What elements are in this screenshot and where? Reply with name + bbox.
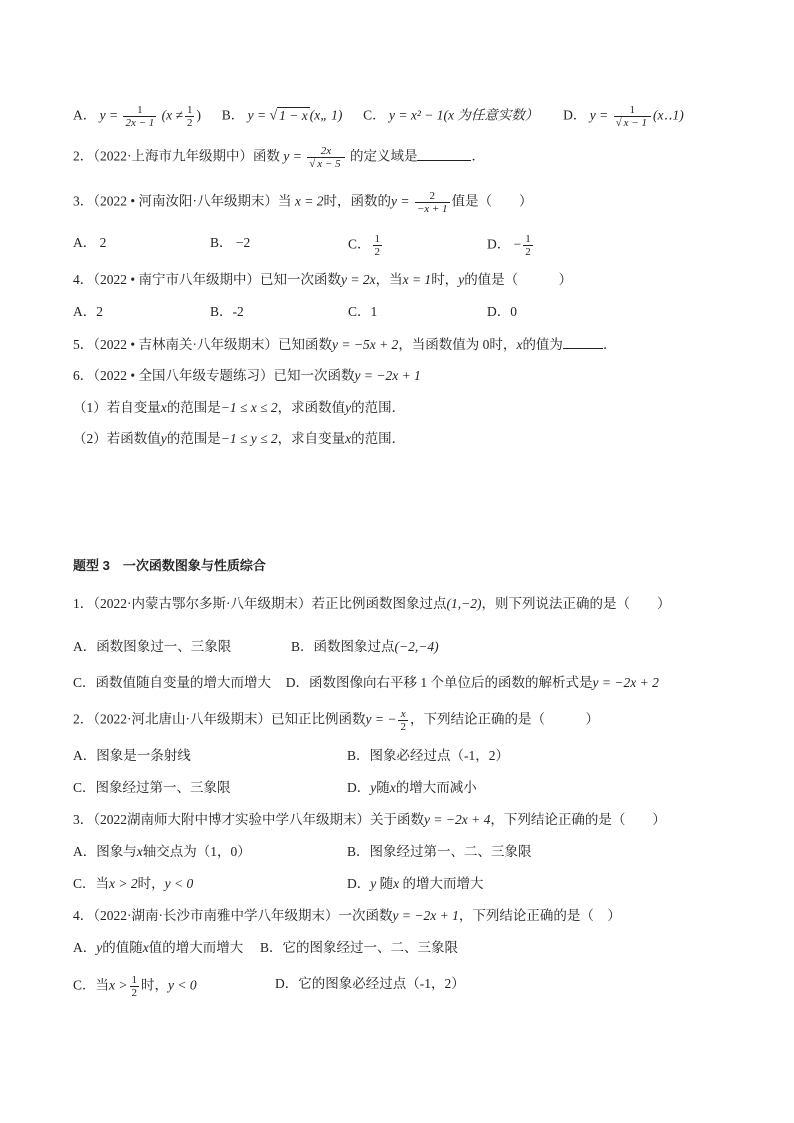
q3-option-d-den: 2 [525,246,531,258]
question-3 [73,190,533,215]
q3-option-c-num: 1 [374,233,381,245]
q2-num: 2x [320,145,332,157]
q1-option-a-cond: (x ≠ [161,107,183,123]
q1-option-c-label: C． [363,107,386,123]
q1-option-d-cond: (x‥1) [652,107,684,123]
sqrt-icon: √ [309,158,316,170]
q6-p1-pre: （1）若自变量 [73,400,161,415]
s3-q3-option-c-cond: x > 2 [109,876,138,891]
sqrt-icon: √ [615,117,622,129]
s3-q3-option-d-mid: 随 [376,876,394,891]
s3-q2-option-d-pre: D． [347,780,371,795]
s3-q2-option-d-var2: x [389,780,396,795]
s3-q3-func: y = −2x + 4 [424,812,491,827]
s3-q3-post: ，下列结论正确的是（ ） [490,812,666,827]
s3-q4-option-c [73,974,197,999]
s3-q2-num: x [400,708,406,720]
q1-option-d-expr: y = [589,107,609,123]
q4-option-b: B．-2 [210,304,244,319]
s3-q3-option-a-post: 轴交点为（1，0） [142,844,251,859]
q4-option-d: D．0 [487,304,517,319]
q4-prefix: 4．（2022 • 南宁市八年级期中）已知一次函数 [73,272,341,287]
q1-option-a-cond-fraction [185,104,195,129]
q6-p2-mid: 的范围是 [166,431,221,446]
q6-p1-var: x [160,400,167,415]
s3-q3-option-a [73,842,251,862]
s3-q3-option-c [73,874,193,894]
q1-option-b-cond: (x„ 1) [309,107,343,123]
s3-q1-option-c: C．函数值随自变量的增大而增大 [73,675,272,690]
s3-q2-post: ，下列结论正确的是（ ） [409,711,599,727]
q5-mid: ，当函数值为 0时， [398,337,517,352]
q6-p2-mid2: ，求自变量 [277,431,346,446]
question-2 [73,145,485,170]
q4-cond: x = 1 [402,272,432,287]
q4-func: y = 2x [340,272,376,287]
s3-q2-pre: 2．（2022·河北唐山·八年级期末）已知正比例函数 [73,711,366,727]
s3-q4-option-c-pre: C．当 [73,977,110,993]
q6-p2-var2: x [345,431,352,446]
s3-q2-option-b: B．图象必经过点（-1，2） [347,748,509,763]
q1-option-d-label: D． [563,107,587,123]
s3-q2-den: 2 [400,721,406,733]
q1-option-d-fraction [614,104,651,129]
q2-prefix: 2．（2022·上海市九年级期中）函数 [73,148,280,164]
s3-q4-post: ，下列结论正确的是（ ） [458,908,621,923]
q4-mid2: 时， [431,272,459,287]
q3-mid: 时，函数的 [323,193,391,209]
q6-p1-post: 的范围． [351,400,406,415]
q3-prefix: 3．（2022 • 河南汝阳·八年级期末）当 [73,193,292,209]
s3-q2-option-a: A．图象是一条射线 [73,748,191,763]
q2-fraction [307,145,344,170]
s3-q1-option-b [291,637,439,657]
s3-q2-option-c: C．图象经过第一、三象限 [73,780,231,795]
answer-blank[interactable] [563,336,603,349]
q5-prefix: 5．（2022 • 吉林南关·八年级期末）已知函数 [73,337,332,352]
s3-q3-option-d-var2: x [393,876,400,891]
s3-q2-fraction [398,708,408,733]
answer-blank[interactable] [417,148,471,161]
s3-q1-point: (1,−2) [446,596,482,611]
s3-q3-option-d-pre: D． [347,876,371,891]
s3-q1-text: 1．（2022·内蒙古鄂尔多斯·八年级期末）若正比例函数图象过点 [73,596,447,611]
s3-q1-option-b-point: (−2,−4) [394,639,439,654]
s3-q4-option-d: D．它的图象必经过点（-1，2） [275,976,465,991]
s3-q3-option-c-pre: C．当 [73,876,110,891]
q5-post: 的值为 [522,337,563,352]
q2-den: x − 5 [317,158,341,170]
q4-post: 的值是（ ） [464,272,573,287]
q4-var: y [458,272,465,287]
q2-suffix: 的定义域是 [349,148,418,164]
q1-option-d-den: x − 1 [623,117,647,129]
q1-option-d-num: 1 [629,104,636,116]
q3-den: −x + 1 [416,203,448,215]
q1-options-row [73,104,684,129]
s3-q2-option-d [347,778,477,798]
q6-func: y = −2x + 1 [354,368,421,383]
q3-cond: x = 2 [294,193,324,209]
s3-q4-option-c-den: 2 [131,987,137,999]
q3-option-d-label: D． − [487,236,522,252]
s3-q2-option-d-mid: 随 [376,780,390,795]
s3-q3-option-d-post: 的增大而增大 [399,876,484,891]
q6-prefix: 6．（2022 • 全国八年级专题练习）已知一次函数 [73,368,355,383]
s3-q3-option-c-res: y < 0 [164,876,194,891]
q4-option-c: C．1 [348,304,378,319]
s3-q2-expr: y = − [365,711,397,727]
s3-q4-pre: 4．（2022·湖南·长沙市南雅中学八年级期末）一次函数 [73,908,393,923]
s3-question-4 [73,906,621,926]
s3-q4-option-a-var1: y [96,940,103,955]
s3-q4-option-b: B．它的图象经过一、二、三象限 [260,940,459,955]
q3-num: 2 [429,190,435,202]
q3-option-d-num: 1 [525,233,531,245]
q1-option-a-num: 1 [137,104,143,116]
question-6 [73,366,421,386]
q5-end: ． [602,337,617,352]
q3-fraction [415,190,450,215]
q2-end: ． [471,148,485,164]
question-6-part-1 [73,398,405,418]
q1-option-a-label: A． [73,107,97,123]
q6-p1-range: −1 ≤ x ≤ 2 [220,400,278,415]
s3-q1-option-a: A．函数图象过一、三象限 [73,639,232,654]
q6-p2-pre: （2）若函数值 [73,431,161,446]
q3-option-b: B． −2 [210,235,251,250]
q6-p1-mid2: ，求函数值 [277,400,346,415]
q1-option-a-cond-den: 2 [186,117,193,129]
s3-q4-option-c-cond: x > [109,977,128,993]
s3-q4-option-c-res: y < 0 [168,977,197,993]
section-heading: 题型 3 一次函数图象与性质综合 [73,558,266,573]
s3-q4-option-a-mid: 的值随 [102,940,143,955]
q6-p2-var: y [160,431,167,446]
s3-q1-post: ，则下列说法正确的是（ ） [481,596,671,611]
question-6-part-2 [73,429,405,449]
q1-option-b-sqrt: 1 − x [279,107,308,123]
s3-q3-pre: 3．（2022湖南师大附中博才实验中学八年级期末）关于函数 [73,812,424,827]
s3-q2-option-d-post: 的增大而减小 [395,780,477,795]
s3-q3-option-c-mid: 时， [137,876,165,891]
s3-question-2 [73,708,599,733]
s3-q2-option-d-var1: y [370,780,377,795]
sqrt-icon: √ [269,108,278,124]
s3-q4-options-ab [73,938,458,958]
s3-q3-option-a-pre: A．图象与 [73,844,137,859]
q3-expr: y = [390,193,410,209]
q5-var: x [516,337,523,352]
q6-p1-mid: 的范围是 [166,400,221,415]
s3-q4-option-a-var2: x [142,940,149,955]
q3-suffix: 值是（ ） [451,193,533,209]
q4-mid: ，当 [375,272,403,287]
q6-p1-var2: y [345,400,352,415]
q6-p2-range: −1 ≤ y ≤ 2 [220,431,278,446]
q2-expr: y = [283,148,302,164]
s3-q4-option-c-mid: 时， [141,977,168,993]
question-4 [73,270,572,290]
s3-q1-option-d-pre: D．函数图像向右平移 1 个单位后的函数的解析式是 [285,675,593,690]
q1-option-b-expr: y = [247,107,267,123]
q1-option-a-expr: y = [99,107,119,123]
q1-option-a-cond-close: ) [196,107,201,123]
s3-q4-func: y = −2x + 1 [392,908,459,923]
q1-option-c-expr: y = x² − 1(x 为任意实数） [389,107,539,123]
s3-q4-option-a-post: 值的增大而增大 [148,940,244,955]
q4-option-a: A．2 [73,304,103,319]
q1-option-b-label: B． [221,107,245,123]
q6-p2-post: 的范围． [351,431,406,446]
q1-option-a-fraction [123,104,156,129]
s3-q3-option-d-var1: y [370,876,377,891]
q1-option-a-den: 2x − 1 [125,117,155,129]
q3-option-c-label: C． [348,236,371,252]
s3-q3-option-b: B．图象经过第一、二、三象限 [347,844,532,859]
q3-option-d [487,233,535,258]
s3-question-3 [73,810,666,830]
s3-q1-option-b-pre: B．函数图象过点 [291,639,395,654]
s3-question-1 [73,594,670,614]
s3-q3-option-a-var: x [136,844,143,859]
s3-q1-option-d-func: y = −2x + 2 [592,675,659,690]
q5-func: y = −5x + 2 [331,337,399,352]
q3-option-a: A． 2 [73,235,107,250]
s3-q1-options-cd [73,673,659,693]
q3-option-c-den: 2 [374,246,381,258]
s3-q4-option-a-pre: A． [73,940,97,955]
s3-q3-option-d [347,874,484,894]
question-5 [73,335,616,355]
q3-option-c [348,233,384,258]
s3-q4-option-c-num: 1 [131,974,137,986]
q1-option-a-cond-num: 1 [186,104,193,116]
